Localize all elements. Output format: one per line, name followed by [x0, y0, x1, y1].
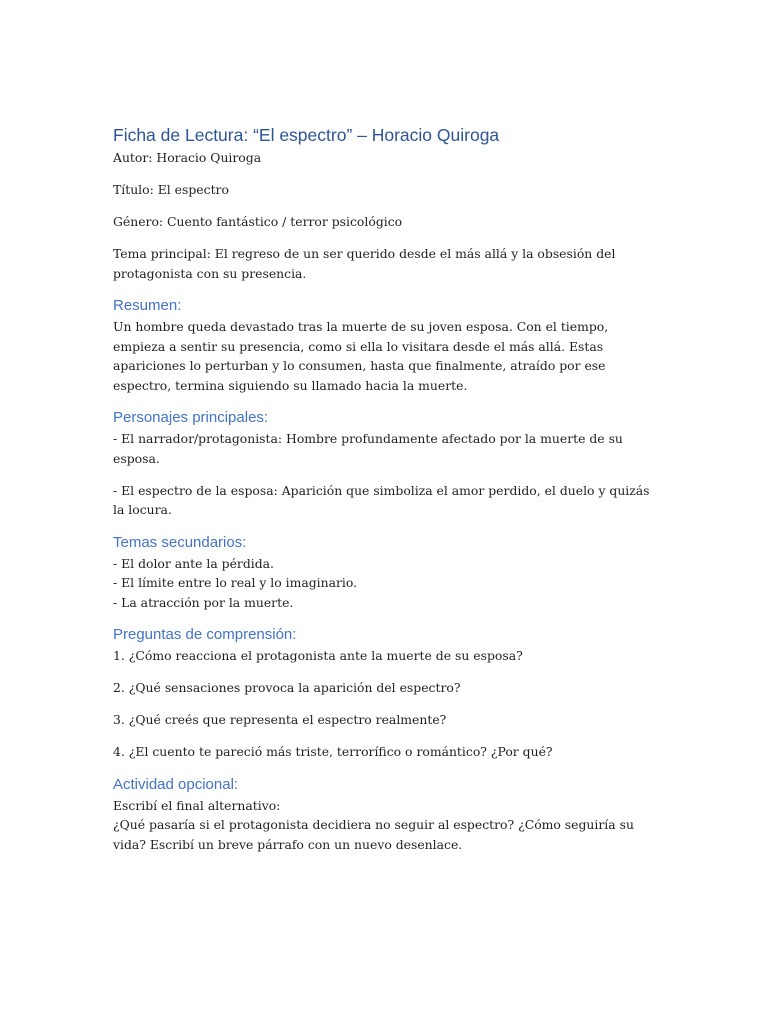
info-tema: Tema principal: El regreso de un ser querido desde el más allá y la obsesión del protagonista con su presencia. — [113, 246, 616, 281]
actividad-line: ¿Qué pasaría si el protagonista decidiera no seguir al espectro? ¿Cómo seguiría su vida? Escribí un breve párrafo con un nuevo desenlace. — [113, 817, 634, 852]
info-genero: Género: Cuento fantástico / terror psicológico — [113, 214, 403, 229]
resumen-text: Un hombre queda devastado tras la muerte de su joven esposa. Con el tiempo, empieza a sentir su presencia, como si ella lo visitara desde el más allá. Estas apariciones lo perturban y lo consumen, hasta que finalmente, atraído por ese espectro, termina siguiendo su llamado hacia la muerte. — [113, 319, 609, 393]
actividad-heading: Actividad opcional: — [113, 775, 239, 793]
pregunta-item: 1. ¿Cómo reacciona el protagonista ante la muerte de su esposa? — [113, 648, 523, 663]
temas-heading: Temas secundarios: — [113, 533, 247, 551]
tema-item: - La atracción por la muerte. — [113, 594, 294, 610]
document-page — [113, 124, 658, 854]
tema-item: - El dolor ante la pérdida. — [113, 555, 274, 571]
pregunta-item: 3. ¿Qué creés que representa el espectro realmente? — [113, 712, 447, 727]
pregunta-item: 4. ¿El cuento te pareció más triste, terrorífico o romántico? ¿Por qué? — [113, 744, 553, 759]
info-autor: Autor: Horacio Quiroga — [113, 150, 262, 165]
personaje-item: - El espectro de la esposa: Aparición que simboliza el amor perdido, el duelo y quizás la locura. — [113, 482, 650, 517]
personajes-heading: Personajes principales: — [113, 409, 269, 426]
personaje-item: - El narrador/protagonista: Hombre profundamente afectado por la muerte de su esposa. — [113, 431, 623, 466]
actividad-line: Escribí el final alternativo: — [113, 797, 281, 813]
preguntas-heading: Preguntas de comprensión: — [113, 626, 297, 643]
resumen-heading: Resumen: — [113, 297, 182, 314]
document-title: Ficha de Lectura: “El espectro” – Horacio Quiroga — [113, 125, 500, 145]
info-titulo: Título: El espectro — [113, 182, 229, 197]
tema-item: - El límite entre lo real y lo imaginario. — [113, 575, 358, 590]
pregunta-item: 2. ¿Qué sensaciones provoca la aparición del espectro? — [113, 680, 461, 695]
